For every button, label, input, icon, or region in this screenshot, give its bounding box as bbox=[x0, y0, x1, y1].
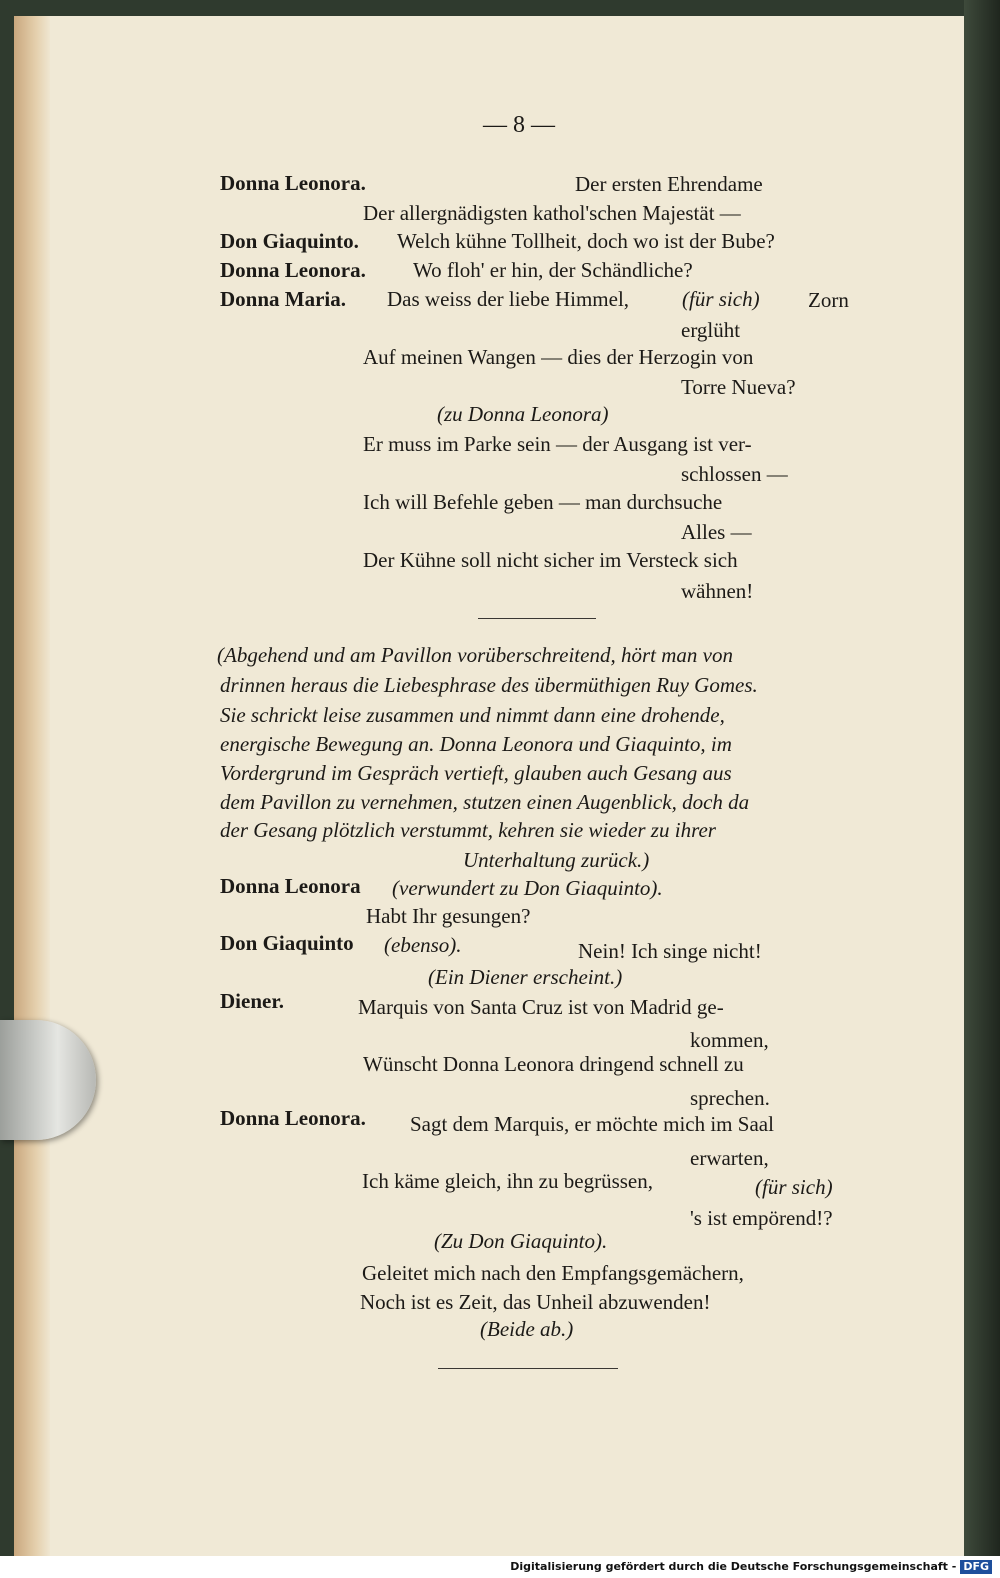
speaker-name: Don Giaquinto. bbox=[220, 229, 359, 253]
speaker-name: Donna Leonora bbox=[220, 874, 361, 898]
dialogue-line: Wünscht Donna Leonora dringend schnell zu bbox=[363, 1052, 744, 1076]
stage-direction: (für sich) bbox=[682, 287, 760, 311]
dialogue-line: Ich käme gleich, ihn zu begrüssen, bbox=[362, 1169, 653, 1193]
dialogue-line: Der ersten Ehrendame bbox=[575, 172, 763, 196]
dialogue-line: Habt Ihr gesungen? bbox=[366, 904, 531, 928]
speaker-name: Donna Leonora. bbox=[220, 171, 366, 195]
end-divider bbox=[438, 1368, 618, 1369]
stage-direction: (Ein Diener erscheint.) bbox=[428, 965, 623, 989]
dialogue-line: erglüht bbox=[681, 318, 741, 342]
dialogue-line: Marquis von Santa Cruz ist von Madrid ge- bbox=[358, 995, 724, 1019]
stage-direction: (verwundert zu Don Giaquinto). bbox=[392, 876, 663, 900]
dialogue-line: Alles — bbox=[681, 520, 752, 544]
dialogue-line: schlossen — bbox=[681, 462, 788, 486]
page-number: — 8 — bbox=[483, 112, 555, 138]
dialogue-line: Geleitet mich nach den Empfangsgemächern, bbox=[362, 1261, 744, 1285]
dialogue-line: Nein! Ich singe nicht! bbox=[578, 939, 762, 963]
dialogue-line: Torre Nueva? bbox=[681, 375, 796, 399]
stage-direction: der Gesang plötzlich verstummt, kehren sie wieder zu ihrer bbox=[220, 818, 716, 842]
dialogue-line: Welch kühne Tollheit, doch wo ist der Bube? bbox=[397, 229, 775, 253]
dialogue-line: Sagt dem Marquis, er möchte mich im Saal bbox=[410, 1112, 774, 1136]
digitization-footer bbox=[0, 1556, 1000, 1578]
dialogue-line: Der allergnädigsten kathol'schen Majestät — bbox=[363, 201, 741, 225]
stage-direction: Unterhaltung zurück.) bbox=[463, 848, 650, 872]
stage-direction: (Abgehend und am Pavillon vorüberschreitend, hört man von bbox=[217, 643, 733, 667]
dialogue-line: Er muss im Parke sein — der Ausgang ist ver- bbox=[363, 432, 752, 456]
dialogue-line: wähnen! bbox=[681, 579, 754, 603]
stage-direction: (für sich) bbox=[755, 1175, 833, 1199]
stage-direction: energische Bewegung an. Donna Leonora und Giaquinto, im bbox=[220, 732, 732, 756]
dialogue-line: Ich will Befehle geben — man durchsuche bbox=[363, 490, 723, 514]
speaker-name: Diener. bbox=[220, 989, 284, 1013]
speaker-name: Don Giaquinto bbox=[220, 931, 354, 955]
dialogue-line: sprechen. bbox=[690, 1086, 770, 1110]
speaker-name: Donna Leonora. bbox=[220, 1106, 366, 1130]
dialogue-line: Auf meinen Wangen — dies der Herzogin von bbox=[363, 345, 754, 369]
dfg-logo: DFG bbox=[960, 1560, 992, 1574]
stage-direction: Sie schrickt leise zusammen und nimmt dann eine drohende, bbox=[220, 703, 725, 727]
dialogue-line: 's ist empörend!? bbox=[690, 1206, 833, 1230]
dialogue-line: Wo floh' er hin, der Schändliche? bbox=[413, 258, 693, 282]
stage-direction: Vordergrund im Gespräch vertieft, glauben auch Gesang aus bbox=[220, 761, 732, 785]
stage-direction: (zu Donna Leonora) bbox=[437, 402, 609, 426]
stage-direction: (Zu Don Giaquinto). bbox=[434, 1229, 608, 1253]
speaker-name: Donna Leonora. bbox=[220, 258, 366, 282]
stage-direction: dem Pavillon zu vernehmen, stutzen einen Augenblick, doch da bbox=[220, 790, 750, 814]
dialogue-line: Der Kühne soll nicht sicher im Versteck sich bbox=[363, 548, 738, 572]
right-book-edge bbox=[964, 0, 1000, 1578]
speaker-name: Donna Maria. bbox=[220, 287, 346, 311]
footer-text: Digitalisierung gefördert durch die Deutsche Forschungsgemeinschaft - bbox=[510, 1560, 957, 1573]
dialogue-line: Zorn bbox=[808, 288, 849, 312]
dialogue-line: erwarten, bbox=[690, 1146, 769, 1170]
dialogue-line: kommen, bbox=[690, 1028, 769, 1052]
dialogue-line: Noch ist es Zeit, das Unheil abzuwenden! bbox=[360, 1290, 711, 1314]
section-divider bbox=[478, 618, 596, 619]
dialogue-line: Das weiss der liebe Himmel, bbox=[387, 287, 630, 311]
stage-direction: (Beide ab.) bbox=[480, 1317, 574, 1341]
page-edge bbox=[14, 16, 50, 1562]
stage-direction: (ebenso). bbox=[384, 933, 462, 957]
stage-direction: drinnen heraus die Liebesphrase des übermüthigen Ruy Gomes. bbox=[220, 673, 758, 697]
